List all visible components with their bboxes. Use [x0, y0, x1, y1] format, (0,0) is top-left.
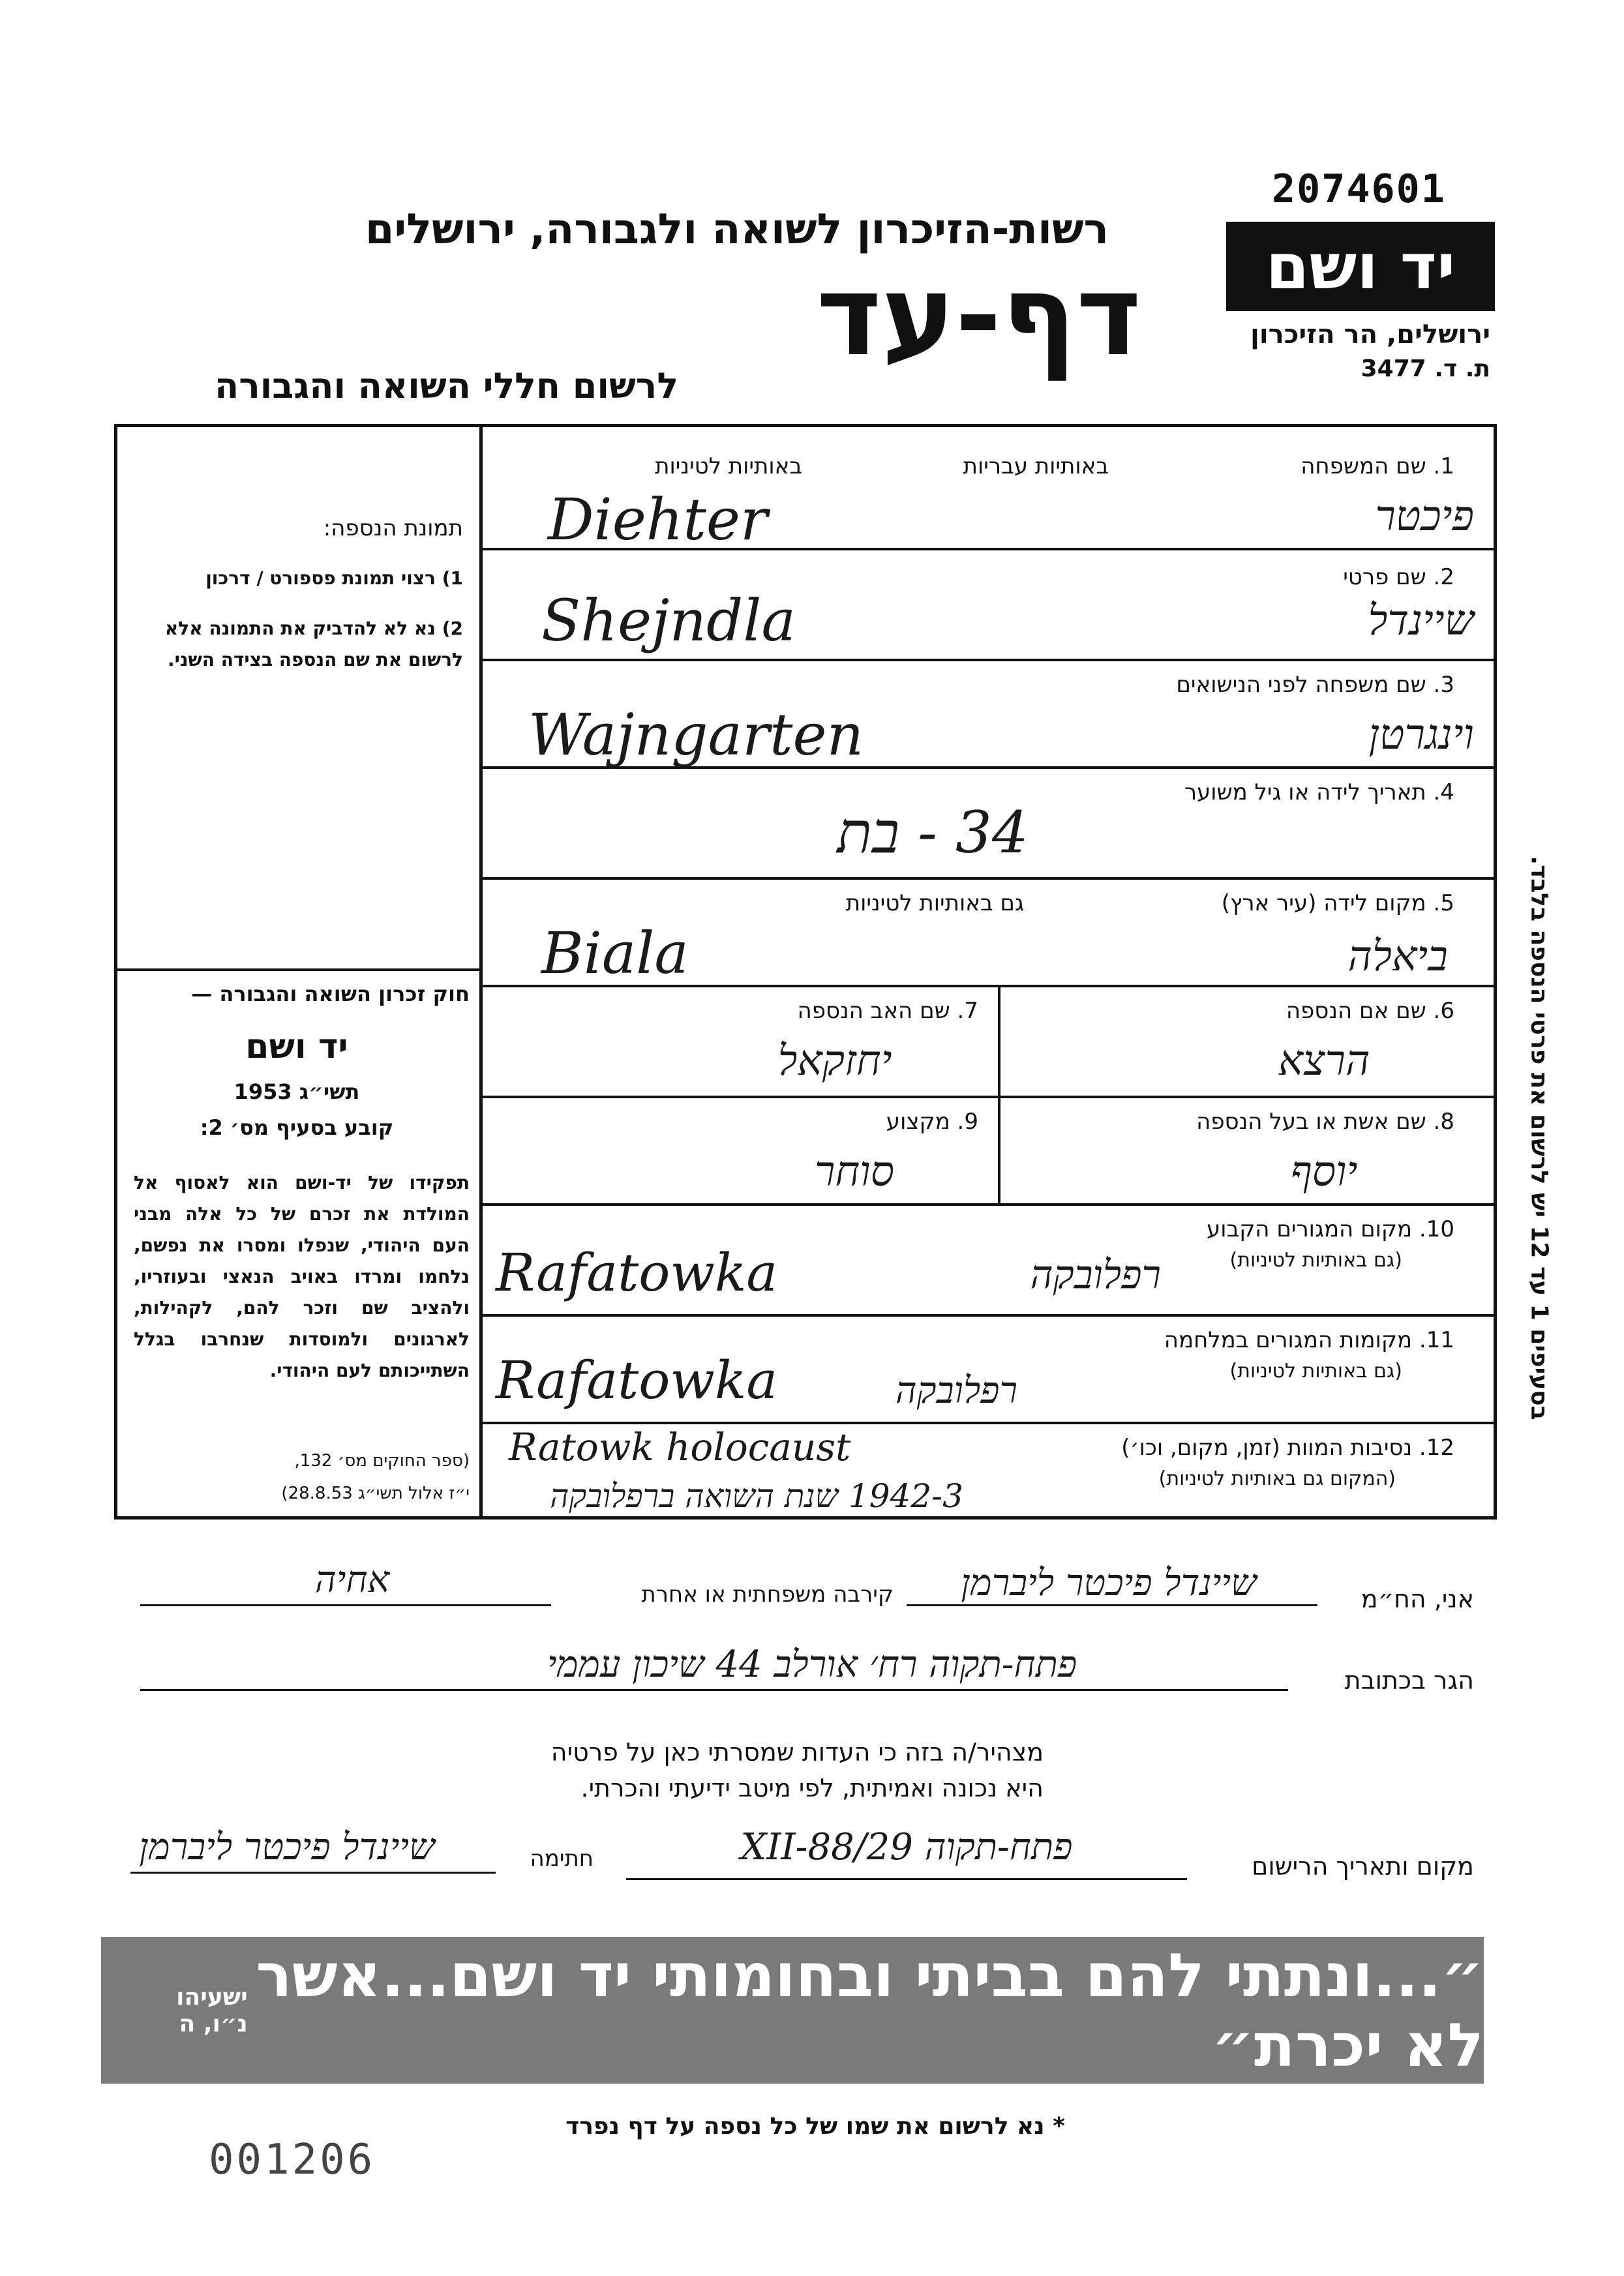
- statement-line-1: מצהיר/ה בזה כי העדות שמסרתי כאן על פרטיה: [550, 1738, 1044, 1767]
- archive-number: 001206: [209, 2136, 376, 2184]
- row-divider: [479, 1314, 1494, 1317]
- page-subtitle: לרשום חללי השואה והגבורה: [215, 365, 678, 406]
- wartime-residence-hebrew: רפלובקה: [895, 1370, 1017, 1412]
- row-divider: [479, 1422, 1494, 1424]
- law-year: תשי״ג 1953: [233, 1079, 360, 1104]
- latin-column-label: באותיות לטיניות: [655, 453, 802, 479]
- surname-hebrew: פיכטר: [1375, 492, 1474, 541]
- field-6-label: 6. שם אם הנספה: [1286, 998, 1454, 1024]
- serial-number: 2074601: [1272, 166, 1446, 212]
- death-circumstances-hebrew: 1942-3 שנת השואה ברפלובקה: [550, 1477, 963, 1515]
- hebrew-column-label: באותיות עבריות: [963, 453, 1109, 479]
- relation-label: קירבה משפחתית או אחרת: [641, 1581, 894, 1608]
- signature-label: חתימה: [530, 1846, 594, 1872]
- relation-value: אחיה: [314, 1559, 390, 1601]
- wartime-residence-latin: Rafatowka: [496, 1350, 778, 1411]
- birthplace-latin: Biala: [541, 920, 689, 987]
- organization-name: רשות-הזיכרון לשואה ולגבורה, ירושלים: [365, 205, 1109, 254]
- row-divider: [479, 1203, 1494, 1206]
- field-5-latin-note: גם באותיות לטיניות: [845, 890, 1024, 916]
- surname-latin: Diehter: [548, 486, 768, 553]
- banner-quote: ״...ונתתי להם בביתי ובחומותי יד ושם...אשר לא יכרת״: [256, 1940, 1484, 2080]
- statement-line-2: היא נכונה ואמיתית, לפי מיטב ידיעתי והכרתי.: [580, 1774, 1044, 1803]
- address-line: [140, 1689, 1288, 1691]
- quote-banner: [101, 1937, 1484, 2084]
- field-4-label: 4. תאריך לידה או גיל משוער: [1184, 779, 1454, 805]
- footnote: * נא לרשום את שמו של כל נספה על דף נפרד: [565, 2113, 1065, 2140]
- photo-box-note-2: 2) נא לא להדביק את התמונה אלא לרשום את שם הנספה בצידה השני.: [164, 618, 463, 670]
- relation-line: [140, 1604, 551, 1606]
- field-5-label: 5. מקום לידה (עיר ארץ): [1221, 890, 1454, 916]
- residence-latin: Rafatowka: [496, 1242, 778, 1303]
- photo-box-note-1: 1) רצוי תמונת פספורט / דרכון: [205, 567, 463, 589]
- signature-value: שיינדל פיכטר ליברמן: [139, 1826, 435, 1868]
- place-date-line: [626, 1878, 1187, 1880]
- field-10-note: (גם באותיות לטיניות): [1229, 1249, 1402, 1272]
- column-divider: [998, 986, 1000, 1203]
- field-12-label: 12. נסיבות המוות (זמן, מקום, וכו׳): [1121, 1435, 1454, 1461]
- maiden-name-hebrew: וינגרטן: [1368, 711, 1474, 759]
- birthplace-hebrew: ביאלה: [1347, 933, 1448, 981]
- field-10-label: 10. מקום המגורים הקבוע: [1206, 1216, 1454, 1242]
- maiden-name-latin: Wajngarten: [528, 701, 864, 768]
- law-book-date: י״ז אלול תשי״ג 28.8.53): [281, 1484, 470, 1503]
- row-divider: [479, 659, 1494, 661]
- residence-hebrew: רפלובקה: [1030, 1252, 1161, 1298]
- law-body: תפקידו של יד-ושם הוא לאסוף אל המולדת את זכרם של כל אלה מבני העם היהודי, שנפלו ומסרו את נפשם, נלחמו ומרדו באויב הנאצי ובעוזריו, ולהציב שם וזכר להם, לקהילות, לארגונים ולמוסדות שנחרבו בגלל השתייכותם לעם היהודי.: [134, 1172, 470, 1381]
- field-2-label: 2. שם פרטי: [1343, 564, 1454, 590]
- declarant-name: שיינדל פיכטר ליברמן: [961, 1562, 1257, 1604]
- field-7-label: 7. שם האב הנספה: [797, 998, 978, 1024]
- logo-address: ירושלים, הר הזיכרון: [1250, 320, 1490, 350]
- side-note-text: בסעיפים 1 עד 12 יש לרשום את פרטי הנספה בלבד.: [1526, 856, 1553, 1420]
- father-name-value: יחזקאל: [777, 1037, 892, 1085]
- banner-source: ישעיהו נ״ו, ה: [176, 1983, 248, 2037]
- address-value: פתח-תקוה רח׳ אורלב 44 שיכון עממי: [547, 1643, 1077, 1686]
- law-heading: חוק זכרון השואה והגבורה —: [191, 981, 470, 1006]
- field-8-label: 8. שם אשת או בעל הנספה: [1196, 1109, 1454, 1135]
- photo-box-title: תמונת הנספה:: [323, 515, 463, 541]
- death-circumstances-latin: Ratowk holocaust: [509, 1425, 851, 1469]
- first-name-latin: Shejndla: [541, 587, 796, 654]
- first-name-hebrew: שיינדל: [1368, 597, 1474, 645]
- row-divider: [479, 877, 1494, 880]
- declarant-label: אני, הח״מ: [1361, 1585, 1474, 1613]
- row-divider: [479, 1096, 1494, 1098]
- signature-line: [130, 1872, 496, 1874]
- yad-vashem-logo: [1226, 222, 1495, 311]
- field-11-note: (גם באותיות לטיניות): [1229, 1360, 1402, 1383]
- spouse-name-value: יוסף: [1290, 1148, 1358, 1196]
- place-date-label: מקום ותאריך הרישום: [1252, 1852, 1474, 1881]
- law-book-ref: (ספר החוקים מס׳ 132,: [294, 1451, 470, 1471]
- field-12-note: (המקום גם באותיות לטיניות): [1158, 1467, 1396, 1490]
- profession-value: סוחר: [814, 1148, 895, 1196]
- page-title: דף-עד: [816, 252, 1141, 381]
- logo-pobox: ת. ד. 3477: [1361, 355, 1490, 382]
- place-date-value: פתח-תקוה 29/XII-88: [740, 1826, 1073, 1868]
- address-label: הגר בכתובת: [1344, 1666, 1474, 1695]
- field-9-label: 9. מקצוע: [886, 1109, 978, 1135]
- birth-date-value: 34 - בת: [837, 799, 1029, 866]
- side-note: [1516, 809, 1562, 1467]
- logo-text: יד ושם: [1265, 230, 1456, 303]
- field-3-label: 3. שם משפחה לפני הנישואים: [1176, 672, 1454, 698]
- declarant-line: [907, 1604, 1317, 1606]
- field-1-label: 1. שם המשפחה: [1301, 453, 1454, 479]
- field-11-label: 11. מקומות המגורים במלחמה: [1164, 1327, 1454, 1353]
- mother-name-value: הרצא: [1278, 1037, 1370, 1085]
- law-section: קובע בסעיף מס׳ 2:: [200, 1115, 394, 1140]
- law-name: יד ושם: [245, 1027, 348, 1066]
